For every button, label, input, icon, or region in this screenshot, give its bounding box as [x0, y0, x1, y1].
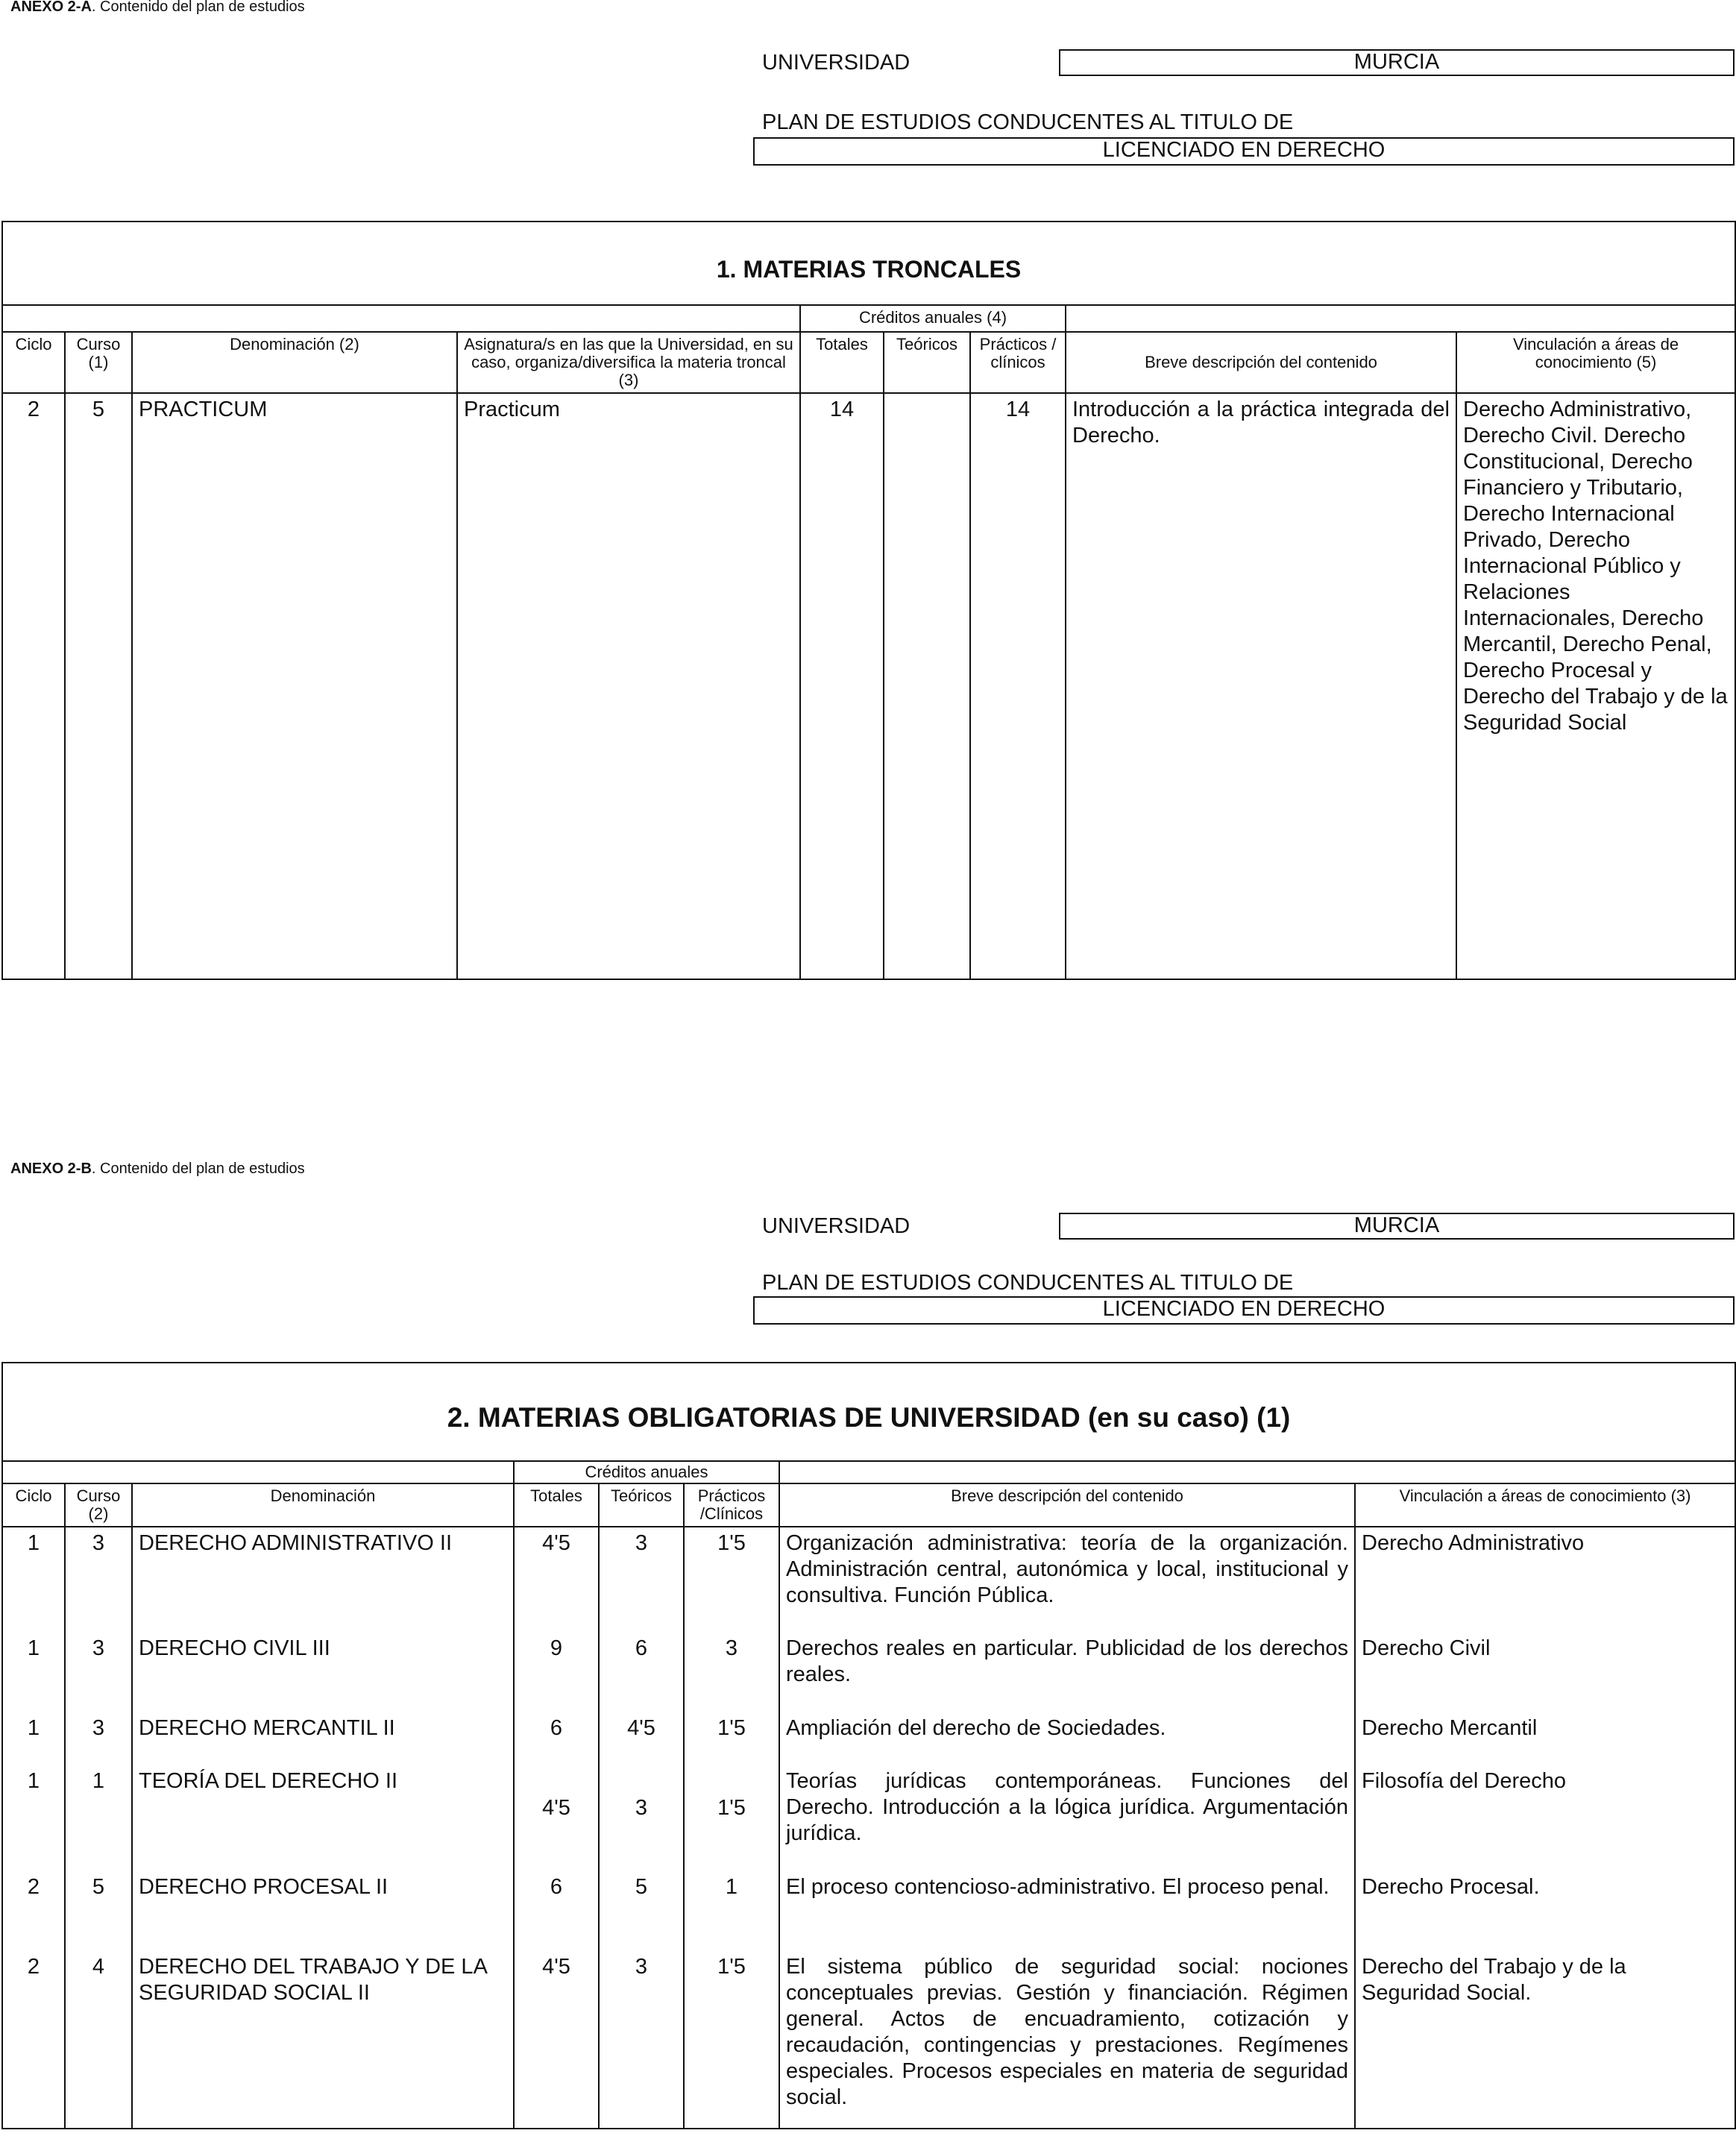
cell-teoricos [884, 393, 970, 979]
cell-ciclo: 2 [2, 393, 65, 979]
cell-teoricos: 3 [599, 1527, 684, 1633]
university-label: UNIVERSIDAD [762, 1214, 911, 1238]
credits-header: Créditos anuales [514, 1461, 779, 1483]
plan-label: PLAN DE ESTUDIOS CONDUCENTES AL TITULO DE [762, 1271, 1294, 1295]
cell-totales: 4'5 [514, 1951, 599, 2129]
cell-denominacion: DERECHO CIVIL III [132, 1633, 514, 1712]
cell-teoricos: 4'5 [599, 1712, 684, 1765]
cell-denominacion: DERECHO ADMINISTRATIVO II [132, 1527, 514, 1633]
cell-descripcion: Derechos reales en particular. Publicidad de los derechos reales. [779, 1633, 1355, 1712]
header-asignatura: Asignatura/s en las que la Universidad, en su caso, organiza/diversifica la materia troncal (3) [457, 332, 800, 393]
header-totales: Totales [514, 1483, 599, 1527]
cell-totales: 6 [514, 1871, 599, 1951]
cell-ciclo: 1 [2, 1765, 65, 1871]
cell-descripcion: El sistema público de seguridad social: nociones conceptuales previas. Gestión y financiación. Régimen general. Actos de encuadramiento, cotización y recaudación, contingencias y prestaciones. Regímenes especiales. Procesos especiales en materia de seguridad social. [779, 1951, 1355, 2129]
cell-descripcion: Introducción a la práctica integrada del Derecho. [1066, 393, 1456, 979]
cell-denominacion: DERECHO PROCESAL II [132, 1871, 514, 1951]
cell-teoricos: 3 [599, 1765, 684, 1871]
degree-value-box: LICENCIADO EN DERECHO [753, 1296, 1735, 1325]
university-value-box: MURCIA [1059, 1213, 1735, 1240]
cell-curso: 5 [65, 1871, 132, 1951]
header-teoricos: Teóricos [884, 332, 970, 393]
cell-ciclo: 1 [2, 1633, 65, 1712]
table-row [2, 393, 1735, 979]
annex-a-label: ANEXO 2-A. Contenido del plan de estudios [10, 0, 305, 15]
cell-practicos: 1'5 [684, 1712, 779, 1765]
cell-curso: 3 [65, 1527, 132, 1633]
cell-denominacion: DERECHO DEL TRABAJO Y DE LA SEGURIDAD SOCIAL II [132, 1951, 514, 2129]
header-denominacion: Denominación [132, 1483, 514, 1527]
table-row [2, 1765, 1735, 1871]
header-practicos: Prácticos /Clínicos [684, 1483, 779, 1527]
cell-denominacion: PRACTICUM [132, 393, 457, 979]
header-ciclo: Ciclo [2, 332, 65, 393]
cell-curso: 1 [65, 1765, 132, 1871]
header-teoricos: Teóricos [599, 1483, 684, 1527]
obligatorias-table [1, 1362, 1736, 2129]
header-curso: Curso (1) [65, 332, 132, 393]
header-spacer [2, 1461, 514, 1483]
cell-practicos: 14 [970, 393, 1066, 979]
cell-teoricos: 6 [599, 1633, 684, 1712]
cell-ciclo: 2 [2, 1951, 65, 2129]
cell-asignatura: Practicum [457, 393, 800, 979]
table-row [2, 1951, 1735, 2129]
cell-practicos: 1'5 [684, 1951, 779, 2129]
table-row [2, 1712, 1735, 1765]
cell-vinculacion: Derecho Civil [1355, 1633, 1735, 1712]
cell-totales: 14 [800, 393, 884, 979]
table-row [2, 1527, 1735, 1633]
header-vinculacion: Vinculación a áreas de conocimiento (5) [1456, 332, 1735, 393]
header-practicos: Prácticos / clínicos [970, 332, 1066, 393]
cell-practicos: 1'5 [684, 1765, 779, 1871]
cell-vinculacion: Derecho Mercantil [1355, 1712, 1735, 1765]
plan-label: PLAN DE ESTUDIOS CONDUCENTES AL TITULO DE [762, 110, 1294, 134]
degree-value-box: LICENCIADO EN DERECHO [753, 137, 1735, 166]
cell-practicos: 3 [684, 1633, 779, 1712]
section-title: 2. MATERIAS OBLIGATORIAS DE UNIVERSIDAD (en su caso) (1) [2, 1363, 1735, 1461]
header-totales: Totales [800, 332, 884, 393]
table-row [2, 1871, 1735, 1951]
cell-descripcion: Teorías jurídicas contemporáneas. Funciones del Derecho. Introducción a la lógica jurídica. Argumentación jurídica. [779, 1765, 1355, 1871]
cell-vinculacion: Derecho Procesal. [1355, 1871, 1735, 1951]
header-spacer [2, 305, 800, 332]
header-denominacion: Denominación (2) [132, 332, 457, 393]
cell-curso: 4 [65, 1951, 132, 2129]
cell-descripcion: Ampliación del derecho de Sociedades. [779, 1712, 1355, 1765]
header-ciclo: Ciclo [2, 1483, 65, 1527]
header-descripcion: Breve descripción del contenido [779, 1483, 1355, 1527]
cell-vinculacion: Derecho del Trabajo y de la Seguridad Social. [1355, 1951, 1735, 2129]
university-value-box: MURCIA [1059, 49, 1735, 76]
cell-descripcion: El proceso contencioso-administrativo. El proceso penal. [779, 1871, 1355, 1951]
cell-curso: 3 [65, 1633, 132, 1712]
cell-totales: 6 [514, 1712, 599, 1765]
cell-ciclo: 1 [2, 1712, 65, 1765]
header-descripcion: Breve descripción del contenido [1066, 332, 1456, 393]
cell-ciclo: 2 [2, 1871, 65, 1951]
cell-curso: 5 [65, 393, 132, 979]
cell-curso: 3 [65, 1712, 132, 1765]
university-label: UNIVERSIDAD [762, 51, 911, 75]
table-row [2, 1633, 1735, 1712]
cell-totales: 4'5 [514, 1527, 599, 1633]
section-title: 1. MATERIAS TRONCALES [2, 222, 1735, 305]
header-vinculacion: Vinculación a áreas de conocimiento (3) [1355, 1483, 1735, 1527]
cell-practicos: 1 [684, 1871, 779, 1951]
cell-denominacion: DERECHO MERCANTIL II [132, 1712, 514, 1765]
troncales-table [1, 221, 1736, 980]
cell-vinculacion: Filosofía del Derecho [1355, 1765, 1735, 1871]
cell-practicos: 1'5 [684, 1527, 779, 1633]
header-spacer [779, 1461, 1735, 1483]
cell-totales: 9 [514, 1633, 599, 1712]
cell-vinculacion: Derecho Administrativo [1355, 1527, 1735, 1633]
header-curso: Curso (2) [65, 1483, 132, 1527]
cell-denominacion: TEORÍA DEL DERECHO II [132, 1765, 514, 1871]
cell-teoricos: 3 [599, 1951, 684, 2129]
cell-vinculacion: Derecho Administrativo, Derecho Civil. Derecho Constitucional, Derecho Financiero y Tributario, Derecho Internacional Privado, Derecho Internacional Público y Relaciones Internacionales, Derecho Mercantil, Derecho Penal, Derecho Procesal y Derecho del Trabajo y de la Seguridad Social [1456, 393, 1735, 979]
header-spacer [1066, 305, 1735, 332]
cell-teoricos: 5 [599, 1871, 684, 1951]
cell-ciclo: 1 [2, 1527, 65, 1633]
credits-header: Créditos anuales (4) [800, 305, 1066, 332]
annex-b-label: ANEXO 2-B. Contenido del plan de estudios [10, 1161, 305, 1177]
cell-totales: 4'5 [514, 1765, 599, 1871]
cell-descripcion: Organización administrativa: teoría de la organización. Administración central, autonómica y local, institucional y consultiva. Función Pública. [779, 1527, 1355, 1633]
